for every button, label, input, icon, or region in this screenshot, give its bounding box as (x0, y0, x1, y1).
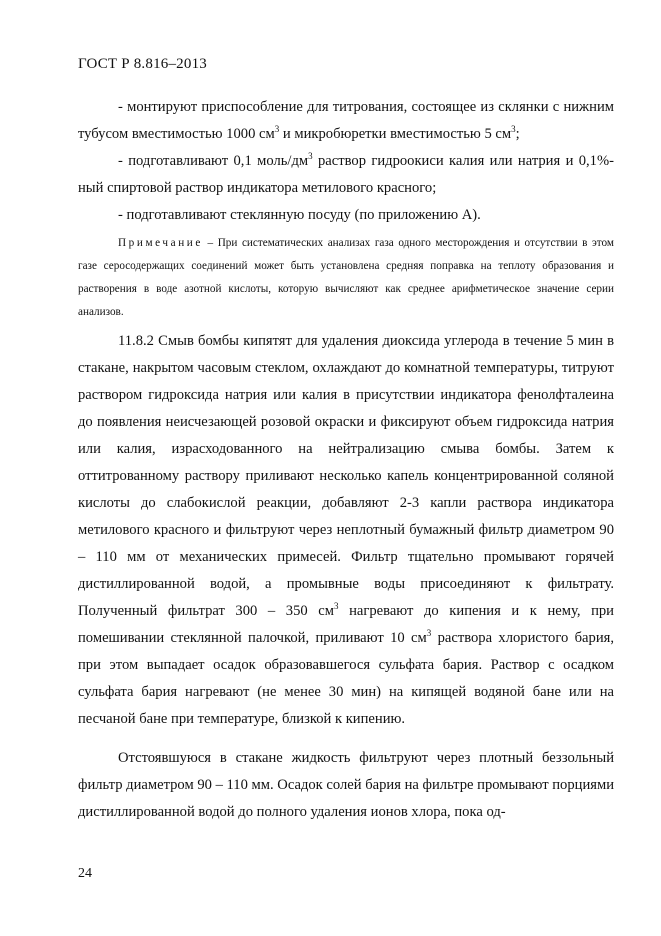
document-body (78, 94, 614, 826)
list-item-solution-prep (78, 148, 614, 202)
item2-text-b: раствор гидроокиси калия или натрия и 0,1%-ный спиртовой раствор индикатора метилового красного; (78, 153, 614, 196)
list-item-titration-setup (78, 94, 614, 148)
paragraph-11-8-2 (78, 328, 614, 733)
page-number: 24 (78, 866, 92, 881)
para1-text-c: раствора хлористого бария, при этом выпадает осадок образовавшегося сульфата бария. Раствор с осадком сульфата бария нагревают (не менее 30 мин) на кипящей водяной бане или на песчаной бане при температуре, близкой к кипению. (78, 630, 614, 727)
para1-text-b: нагревают до кипения и к нему, при помешивании стеклянной палочкой, приливают 10 см (78, 603, 614, 646)
list-item-glassware: - подготавливают стеклянную посуду (по приложению А). (118, 207, 481, 223)
item1-text-c: ; (515, 126, 520, 142)
item1-text-a: - монтируют приспособление для титрования, состоящее из склянки с нижним тубусом вместимостью 1000 см (78, 99, 614, 142)
para1-superscript-1: 3 (334, 601, 339, 612)
para1-superscript-2: 3 (426, 628, 432, 639)
note-block (78, 232, 614, 324)
item1-text-b: и микробюретки вместимостью 5 см (279, 126, 512, 142)
item1-superscript-1: 3 (274, 124, 280, 135)
item2-superscript: 3 (308, 151, 313, 162)
document-header: ГОСТ Р 8.816–2013 (78, 56, 207, 72)
paragraph-filtration: Отстоявшуюся в стакане жидкость фильтруют через плотный беззольный фильтр диаметром 90 – 110 мм. Осадок солей бария на фильтре промывают порциями дистиллированной водой до полного удаления ионов хлора, пока од- (78, 750, 615, 820)
para1-text-a: 11.8.2 Смыв бомбы кипятят для удаления диоксида углерода в течение 5 мин в стакане, накрытом часовым стеклом, охлаждают до комнатной температуры, титруют раствором гидроксида натрия или калия в присутствии индикатора фенолфталеина до появления неисчезающей розовой окраски и фиксируют объем гидроксида натрия или калия, израсходованного на нейтрализацию смыва бомбы. Затем к оттитрованному раствору приливают несколько капель концентрированной соляной кислоты до слабокислой реакции, добавляют 2-3 капли раствора индикатора метилового красного и фильтруют через неплотный бумажный фильтр диаметром 90 – 110 мм от механических примесей. Фильтр тщательно промывают горячей дистиллированной водой, а промывные воды присоединяют к фильтрату. Полученный фильтрат 300 – 350 см (78, 333, 614, 619)
note-label: Примечание (118, 237, 203, 249)
note-text: – При систематических анализах газа одного месторождения и отсутствии в этом газе серосодержащих соединений может быть установлена средняя поправка на теплоту образования и растворения в воде азотной кислоты, которую вычисляют как среднее арифметическое значение серии анализов. (78, 237, 614, 318)
item2-text-a: - подготавливают 0,1 моль/дм (118, 153, 309, 169)
item1-superscript-2: 3 (511, 124, 516, 135)
